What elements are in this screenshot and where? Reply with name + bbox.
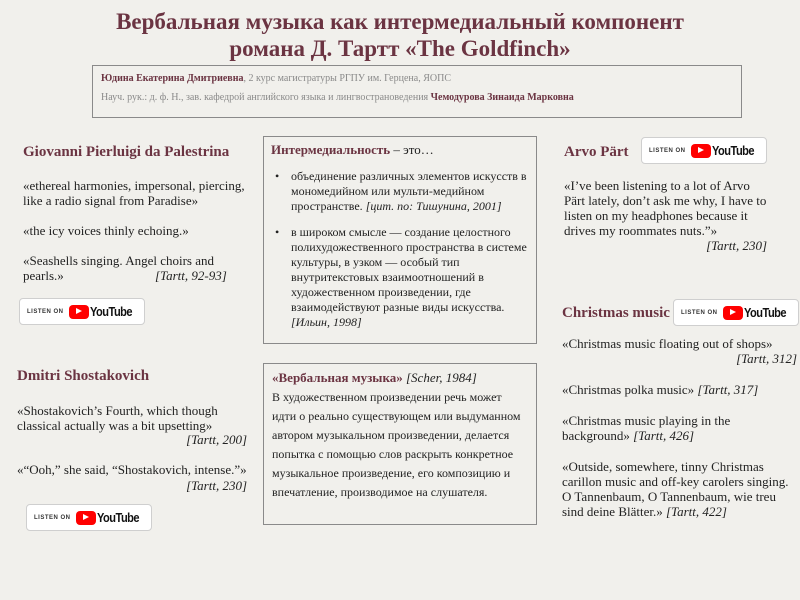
youtube-play-icon: [69, 305, 89, 319]
listen-on-label: LISTEN ON: [27, 308, 64, 315]
item-text: в широком смысле — создание целостного полихудожественного пространства в системе культуры, в узком — особый тип внутритекстовых взаимоотношений в художественном произведении, где взаимодействуют разные виды искусства.: [291, 225, 527, 314]
title-line-2: романа Д. Тартт «The Goldfinch»: [229, 36, 571, 61]
author-line: [101, 69, 733, 88]
authors-box: [92, 65, 742, 118]
item-citation: [Ильин, 1998]: [291, 315, 362, 329]
youtube-brand-label: YouTube: [96, 510, 139, 525]
intermediality-box: [263, 136, 537, 344]
listen-on-label: LISTEN ON: [649, 147, 686, 154]
title-line-1: Вербальная музыка как интермедиальный компонент: [116, 9, 684, 34]
quote-citation: [Tartt, 426]: [633, 428, 695, 443]
verbal-music-term: «Вербальная музыка»: [272, 370, 403, 385]
shostakovich-youtube-button[interactable]: [26, 504, 152, 531]
list-item: [271, 225, 529, 330]
quote-text: «Seashells singing. Angel choirs and pearls.»: [23, 253, 215, 283]
item-text: объединение различных элементов искусств в мономедийном или мульти-медийном пространстве.: [291, 169, 527, 213]
quote-citation: [Tartt, 422]: [665, 504, 727, 519]
advisor-line: [101, 88, 733, 107]
shostakovich-quote-2: «“Ooh,” she said, “Shostakovich, intense.”»: [17, 462, 247, 477]
palestrina-citation: [Tartt, 92-93]: [155, 268, 227, 283]
christmas-quote-4: [562, 459, 800, 519]
verbal-music-box: [263, 363, 537, 525]
part-citation: [Tartt, 230]: [706, 238, 767, 253]
youtube-brand-label: YouTube: [89, 304, 132, 319]
palestrina-youtube-button[interactable]: [19, 298, 145, 325]
listen-on-label: LISTEN ON: [681, 309, 718, 316]
author-info: , 2 курс магистратуры РГПУ им. Герцена, ЯОПС: [243, 73, 451, 84]
shostakovich-citation-2: [Tartt, 230]: [186, 478, 247, 493]
intermediality-heading: [271, 142, 529, 158]
christmas-quote-2: [562, 382, 797, 397]
verbal-music-citation: [Scher, 1984]: [402, 370, 477, 385]
listen-on-label: LISTEN ON: [34, 514, 71, 521]
palestrina-heading: Giovanni Pierluigi da Palestrina: [23, 144, 230, 160]
palestrina-quote-2: «the icy voices thinly echoing.»: [23, 223, 189, 238]
shostakovich-quote-1: «Shostakovich’s Fourth, which though classical actually was a bit upsetting»: [17, 403, 218, 433]
christmas-heading: Christmas music: [562, 305, 670, 321]
part-quote: «I’ve been listening to a lot of Arvo Pärt lately, don’t ask me why, I have to listen on my headphones because it drives my roommates nuts.”»: [564, 178, 767, 238]
youtube-play-icon: [691, 144, 711, 158]
shostakovich-citation-1: [Tartt, 200]: [186, 432, 247, 447]
christmas-citation-1: [Tartt, 312]: [736, 351, 797, 366]
intermediality-list: [271, 169, 529, 330]
verbal-music-heading: [272, 370, 528, 386]
verbal-music-definition: В художественном произведении речь может идти о реально существующем или выдуманном автором музыкальном произведении, делается попытка с помощью слов раскрыть конкретное музыкальное произведение, его композицию и впечатление, производимое на слушателя.: [272, 390, 521, 499]
item-citation: [цит. по: Тишунина, 2001]: [365, 199, 502, 213]
youtube-play-icon: [723, 306, 743, 320]
christmas-quote-3: [562, 413, 772, 443]
youtube-play-icon: [76, 511, 96, 525]
quote-citation: [Tartt, 317]: [697, 382, 759, 397]
part-heading: Arvo Pärt: [564, 144, 629, 160]
page-title: [60, 8, 740, 62]
quote-text: «Christmas music playing in the background»: [562, 413, 731, 443]
shostakovich-heading: Dmitri Shostakovich: [17, 368, 150, 384]
christmas-quote-1: «Christmas music floating out of shops»: [562, 336, 773, 351]
advisor-info: Науч. рук.: д. ф. Н., зав. кафедрой английского языка и лингвострановедения: [101, 92, 431, 103]
list-item: [271, 169, 529, 214]
palestrina-quote-1: «ethereal harmonies, impersonal, piercing, like a radio signal from Paradise»: [23, 178, 245, 208]
intermediality-term: Интермедиальность: [271, 142, 391, 157]
intermediality-heading-rest: – это…: [390, 142, 434, 157]
christmas-youtube-button[interactable]: [673, 299, 799, 326]
author-name: Юдина Екатерина Дмитриевна: [101, 73, 244, 84]
youtube-brand-label: YouTube: [743, 305, 786, 320]
quote-text: «Christmas polka music»: [562, 382, 698, 397]
advisor-name: Чемодурова Зинаида Марковна: [430, 92, 574, 103]
part-youtube-button[interactable]: [641, 137, 767, 164]
quote-text: «Outside, somewhere, tinny Christmas carillon music and off-key carolers singing. O Tannenbaum, O Tannenbaum, wie treu sind deine Blätter.»: [562, 459, 789, 519]
youtube-brand-label: YouTube: [711, 143, 754, 158]
